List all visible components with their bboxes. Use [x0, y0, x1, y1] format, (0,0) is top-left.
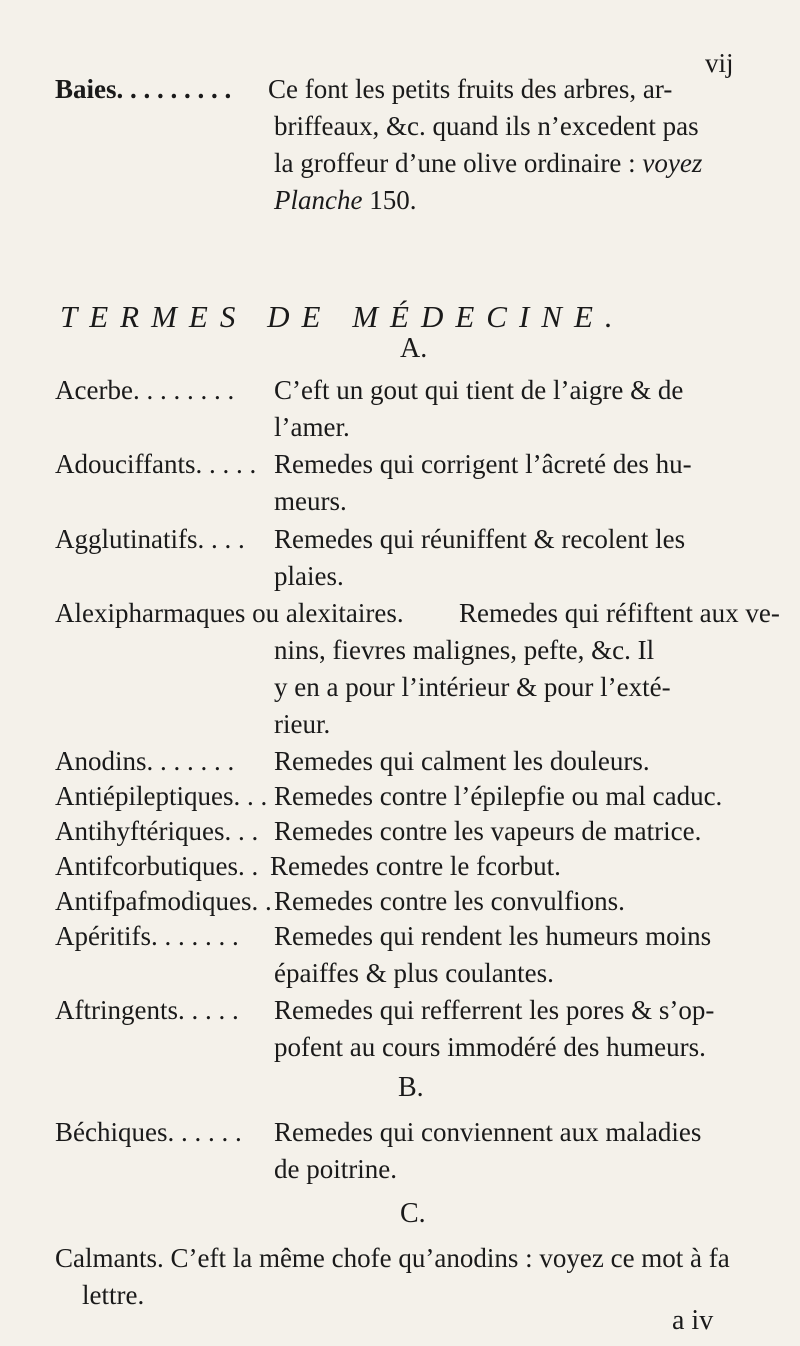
term-agglutinatifs: Agglutinatifs. . . .	[55, 524, 245, 554]
desc-calmants: lettre.	[82, 1280, 145, 1310]
term-antiscorbutiques: Antifcorbutiques. .	[55, 851, 259, 881]
section-title: TERMES DE MÉDECINE.	[60, 299, 625, 334]
term-calmants: Calmants. C’eft la même chofe qu’anodins : voyez ce mot à fa	[55, 1243, 730, 1273]
term-alexipharmaques: Alexipharmaques ou alexitaires.	[55, 598, 404, 628]
section-letter-a: A.	[400, 333, 428, 364]
intro-term: Baies. . . . . . . . .	[55, 74, 232, 104]
desc-antiscorbutiques: Remedes contre le fcorbut.	[270, 851, 561, 881]
desc-alexipharmaques-1: Remedes qui réfiftent aux ve-	[459, 598, 780, 628]
term-astringents: Aftringents. . . . .	[55, 995, 239, 1025]
term-antispasmodiques: Antifpafmodiques. .	[55, 886, 272, 916]
term-acerbe: Acerbe. . . . . . . .	[55, 375, 235, 405]
desc-acerbe-2: l’amer.	[274, 412, 350, 442]
desc-aperitifs-2: épaiffes & plus coulantes.	[274, 958, 554, 988]
term-adoucissants: Adouciffants. . . . .	[55, 449, 257, 479]
signature-mark: a iv	[672, 1305, 714, 1336]
folio: vij	[705, 48, 734, 78]
intro-line-3: la groffeur d’une olive ordinaire : voyez	[274, 148, 703, 178]
desc-antispasmodiques: Remedes contre les convulfions.	[274, 886, 625, 916]
desc-alexipharmaques-4: rieur.	[274, 709, 331, 739]
voyez-text: voyez	[642, 148, 703, 178]
term-aperitifs: Apéritifs. . . . . . .	[55, 921, 239, 951]
desc-alexipharmaques-3: y en a pour l’intérieur & pour l’exté-	[274, 672, 671, 702]
desc-agglutinatifs-1: Remedes qui réuniffent & recolent les	[274, 524, 686, 554]
term-antiepileptiques: Antiépileptiques. . .	[55, 781, 268, 811]
section-letter-b: B.	[398, 1072, 424, 1103]
desc-anodins: Remedes qui calment les douleurs.	[274, 746, 650, 776]
desc-bechiques-1: Remedes qui conviennent aux maladies	[274, 1117, 702, 1147]
desc-acerbe-1: C’eft un gout qui tient de l’aigre & de	[274, 375, 684, 405]
desc-agglutinatifs-2: plaies.	[274, 561, 344, 591]
desc-bechiques-2: de poitrine.	[274, 1154, 397, 1184]
term-anodins: Anodins. . . . . . .	[55, 746, 235, 776]
section-letter-c: C.	[400, 1198, 426, 1229]
desc-adoucissants-1: Remedes qui corrigent l’âcreté des hu-	[274, 449, 692, 479]
desc-antiepileptiques: Remedes contre l’épilepfie ou mal caduc.	[274, 781, 723, 811]
desc-aperitifs-1: Remedes qui rendent les humeurs moins	[274, 921, 712, 951]
intro-line-4: Planche 150.	[274, 185, 417, 215]
desc-antihysteriques: Remedes contre les vapeurs de matrice.	[274, 816, 702, 846]
intro-line-1: Ce font les petits fruits des arbres, ar-	[268, 74, 673, 104]
intro-line-2: briffeaux, &c. quand ils n’excedent pas	[274, 111, 699, 141]
desc-adoucissants-2: meurs.	[274, 486, 347, 516]
term-antihysteriques: Antihyftériques. . .	[55, 816, 259, 846]
desc-astringents-1: Remedes qui refferrent les pores & s’op-	[274, 995, 715, 1025]
term-bechiques: Béchiques. . . . . .	[55, 1117, 242, 1147]
desc-alexipharmaques-2: nins, fievres malignes, pefte, &c. Il	[274, 635, 655, 665]
desc-astringents-2: pofent au cours immodéré des humeurs.	[274, 1032, 706, 1062]
